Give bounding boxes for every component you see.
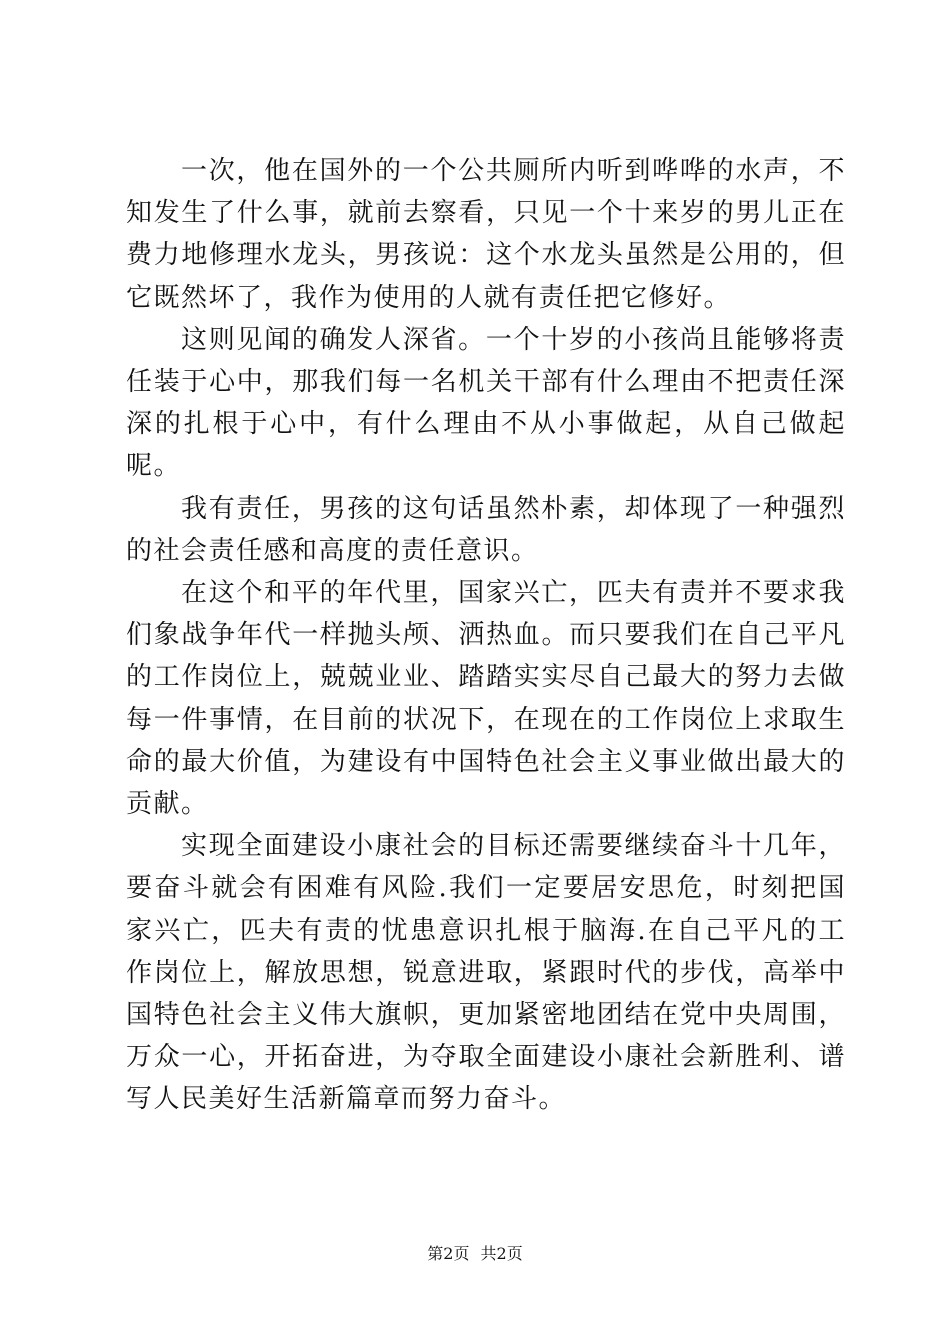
paragraph-4: 在这个和平的年代里，国家兴亡，匹夫有责并不要求我们象战争年代一样抛头颅、洒热血。而只要我们在自己平凡的工作岗位上，兢兢业业、踏踏实实尽自己最大的努力去做每一件事情，在目前的状况下，在现在的工作岗位上求取生命的最大价值，为建设有中国特色社会主义事业做出最大的贡献。 — [126, 578, 846, 820]
page-footer — [0, 1243, 950, 1265]
page-total: 共2页 — [480, 1244, 523, 1263]
paragraph-2: 这则见闻的确发人深省。一个十岁的小孩尚且能够将责任装于心中，那我们每一名机关干部有什么理由不把责任深深的扎根于心中，有什么理由不从小事做起，从自己做起呢。 — [126, 324, 846, 482]
paragraph-3: 我有责任，男孩的这句话虽然朴素，却体现了一种强烈的社会责任感和高度的责任意识。 — [126, 493, 846, 566]
paragraph-5: 实现全面建设小康社会的目标还需要继续奋斗十几年，要奋斗就会有困难有风险.我们一定要居安思危，时刻把国家兴亡，匹夫有责的忧患意识扎根于脑海.在自己平凡的工作岗位上，解放思想，锐意进取，紧跟时代的步伐，高举中国特色社会主义伟大旗帜，更加紧密地团结在党中央周围，万众一心，开拓奋进，为夺取全面建设小康社会新胜利、谱写人民美好生活新篇章而努力奋斗。 — [126, 831, 846, 1115]
paragraph-1: 一次，他在国外的一个公共厕所内听到哗哗的水声，不知发生了什么事，就前去察看，只见一个十来岁的男儿正在费力地修理水龙头，男孩说：这个水龙头虽然是公用的，但它既然坏了，我作为使用的人就有责任把它修好。 — [126, 156, 846, 313]
document-body — [126, 150, 846, 1121]
page-number: 第2页 — [427, 1244, 470, 1263]
